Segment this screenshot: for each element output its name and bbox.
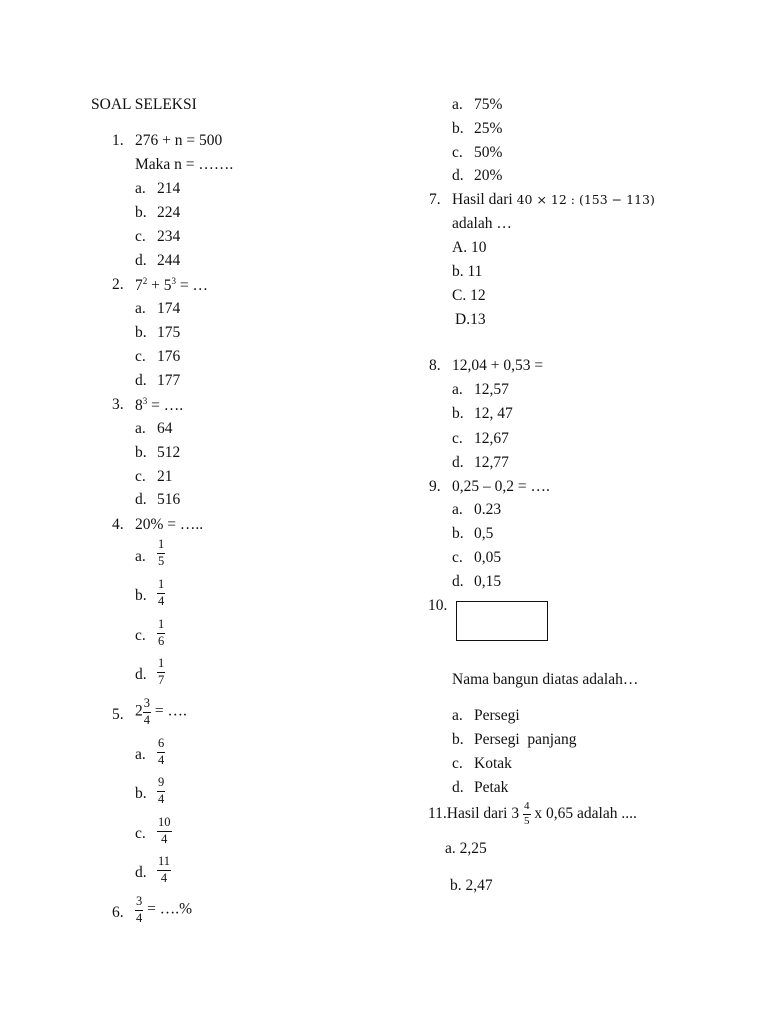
q9-option-d-text: 0,15 bbox=[474, 573, 502, 590]
q7-option-a: A. 10 bbox=[452, 239, 487, 256]
q3-option-a-label: a. bbox=[135, 420, 146, 437]
q4-option-c-label: c. bbox=[135, 627, 146, 644]
q9-option-a-text: 0.23 bbox=[474, 501, 502, 518]
q1-option-b-label: b. bbox=[135, 204, 147, 221]
q7-text: Hasil dari 40 × 12 : (153 − 113) bbox=[452, 191, 655, 208]
q4-option-c-fraction: $\frac{1}{6}$ bbox=[158, 617, 165, 648]
q3-text: $8^3$ = …. bbox=[135, 396, 184, 414]
q6-option-c-label: c. bbox=[452, 144, 463, 161]
q8-option-a-text: 12,57 bbox=[474, 381, 509, 398]
q1-option-a-text: 214 bbox=[157, 180, 181, 197]
q9-option-a-label: a. bbox=[452, 501, 463, 518]
q4-option-d-fraction: $\frac{1}{7}$ bbox=[158, 656, 165, 687]
q5-option-a-label: a. bbox=[135, 746, 146, 763]
q2-text: $7^2 + 5^3$ = … bbox=[135, 276, 208, 294]
q5-text: 2 $\frac{3}{4}$ = …. bbox=[135, 696, 187, 727]
q4-option-b-fraction: $\frac{1}{4}$ bbox=[158, 577, 165, 608]
q9-option-c-label: c. bbox=[452, 549, 463, 566]
q11-text: 11.Hasil dari 3 $\frac{4}{5}$ x 0,65 adalah .... bbox=[428, 800, 637, 827]
q5-option-d-label: d. bbox=[135, 864, 147, 881]
q5-number: 5. bbox=[112, 706, 124, 723]
q2-number: 2. bbox=[112, 276, 124, 293]
q1-number: 1. bbox=[112, 132, 124, 149]
q1-option-b-text: 224 bbox=[157, 204, 181, 221]
q8-option-c-text: 12,67 bbox=[474, 430, 509, 447]
q9-number: 9. bbox=[429, 478, 441, 495]
q11-option-a: a. 2,25 bbox=[445, 840, 487, 857]
q10-text: Nama bangun diatas adalah… bbox=[452, 671, 639, 688]
q6-option-a-text: 75% bbox=[474, 96, 503, 113]
q6-option-d-label: d. bbox=[452, 167, 464, 184]
q2-option-c-text: 176 bbox=[157, 348, 181, 365]
q1-option-c-label: c. bbox=[135, 228, 146, 245]
q7-option-c: C. 12 bbox=[452, 287, 486, 304]
q10-option-c-label: c. bbox=[452, 755, 463, 772]
q8-option-d-label: d. bbox=[452, 454, 464, 471]
q7-number: 7. bbox=[429, 191, 441, 208]
q6-option-d-text: 20% bbox=[474, 167, 503, 184]
q5-option-c-label: c. bbox=[135, 825, 146, 842]
q1-option-d-label: d. bbox=[135, 252, 147, 269]
q10-number: 10. bbox=[428, 597, 448, 614]
q10-option-b-text: Persegi panjang bbox=[474, 731, 577, 748]
q8-option-a-label: a. bbox=[452, 381, 463, 398]
q10-option-a-text: Persegi bbox=[474, 707, 520, 724]
q4-text: 20% = ….. bbox=[135, 516, 204, 533]
q2-option-c-label: c. bbox=[135, 348, 146, 365]
q6-number: 6. bbox=[112, 904, 124, 921]
q7-expression: 40 × 12 : (153 − 113) bbox=[516, 192, 655, 207]
q3-number: 3. bbox=[112, 396, 124, 413]
q10-option-a-label: a. bbox=[452, 707, 463, 724]
q7-option-d: D.13 bbox=[455, 311, 486, 328]
q10-option-c-text: Kotak bbox=[474, 755, 512, 772]
q1-option-c-text: 234 bbox=[157, 228, 181, 245]
q2-option-d-text: 177 bbox=[157, 372, 181, 389]
q8-option-b-text: 12, 47 bbox=[474, 405, 513, 422]
q10-option-d-text: Petak bbox=[474, 779, 509, 796]
q5-option-b-fraction: $\frac{9}{4}$ bbox=[158, 775, 165, 806]
q9-option-d-label: d. bbox=[452, 573, 464, 590]
q5-option-a-fraction: $\frac{6}{4}$ bbox=[158, 736, 165, 767]
q1-text-line2: Maka n = ……. bbox=[135, 156, 234, 173]
q4-option-d-label: d. bbox=[135, 666, 147, 683]
q2-option-a-label: a. bbox=[135, 300, 146, 317]
q2-option-d-label: d. bbox=[135, 372, 147, 389]
q3-option-a-text: 64 bbox=[157, 420, 173, 437]
q9-option-c-text: 0,05 bbox=[474, 549, 502, 566]
q3-option-b-text: 512 bbox=[157, 444, 181, 461]
q7-text-line2: adalah … bbox=[452, 215, 512, 232]
q6-option-a-label: a. bbox=[452, 96, 463, 113]
q6-text: $\frac{3}{4}$ = ….% bbox=[136, 894, 193, 925]
q9-text: 0,25 – 0,2 = …. bbox=[452, 478, 550, 495]
q3-option-d-label: d. bbox=[135, 491, 147, 508]
q8-option-c-label: c. bbox=[452, 430, 463, 447]
q8-option-b-label: b. bbox=[452, 405, 464, 422]
q4-number: 4. bbox=[112, 516, 124, 533]
q11-option-b: b. 2,47 bbox=[450, 877, 493, 894]
q8-number: 8. bbox=[429, 357, 441, 374]
q5-option-c-fraction: $\frac{10}{4}$ bbox=[158, 815, 171, 846]
q9-option-b-label: b. bbox=[452, 525, 464, 542]
q3-option-c-text: 21 bbox=[157, 468, 173, 485]
q3-option-d-text: 516 bbox=[157, 491, 181, 508]
q9-option-b-text: 0,5 bbox=[474, 525, 494, 542]
q6-option-c-text: 50% bbox=[474, 144, 503, 161]
q2-option-b-label: b. bbox=[135, 324, 147, 341]
q2-option-b-text: 175 bbox=[157, 324, 181, 341]
q3-option-c-label: c. bbox=[135, 468, 146, 485]
q6-option-b-text: 25% bbox=[474, 120, 503, 137]
q10-option-d-label: d. bbox=[452, 779, 464, 796]
q2-option-a-text: 174 bbox=[157, 300, 181, 317]
q4-option-b-label: b. bbox=[135, 587, 147, 604]
q8-text: 12,04 + 0,53 = bbox=[452, 357, 544, 374]
q10-option-b-label: b. bbox=[452, 731, 464, 748]
q5-option-d-fraction: $\frac{11}{4}$ bbox=[158, 854, 171, 885]
page-title: SOAL SELEKSI bbox=[91, 96, 197, 113]
q7-option-b: b. 11 bbox=[452, 263, 483, 280]
q4-option-a-label: a. bbox=[135, 548, 146, 565]
rectangle-figure bbox=[456, 601, 548, 641]
q5-option-b-label: b. bbox=[135, 785, 147, 802]
q1-option-a-label: a. bbox=[135, 180, 146, 197]
q3-option-b-label: b. bbox=[135, 444, 147, 461]
q4-option-a-fraction: $\frac{1}{5}$ bbox=[158, 537, 165, 568]
q1-text: 276 + n = 500 bbox=[135, 132, 223, 149]
q1-option-d-text: 244 bbox=[157, 252, 181, 269]
q8-option-d-text: 12,77 bbox=[474, 454, 509, 471]
q6-option-b-label: b. bbox=[452, 120, 464, 137]
